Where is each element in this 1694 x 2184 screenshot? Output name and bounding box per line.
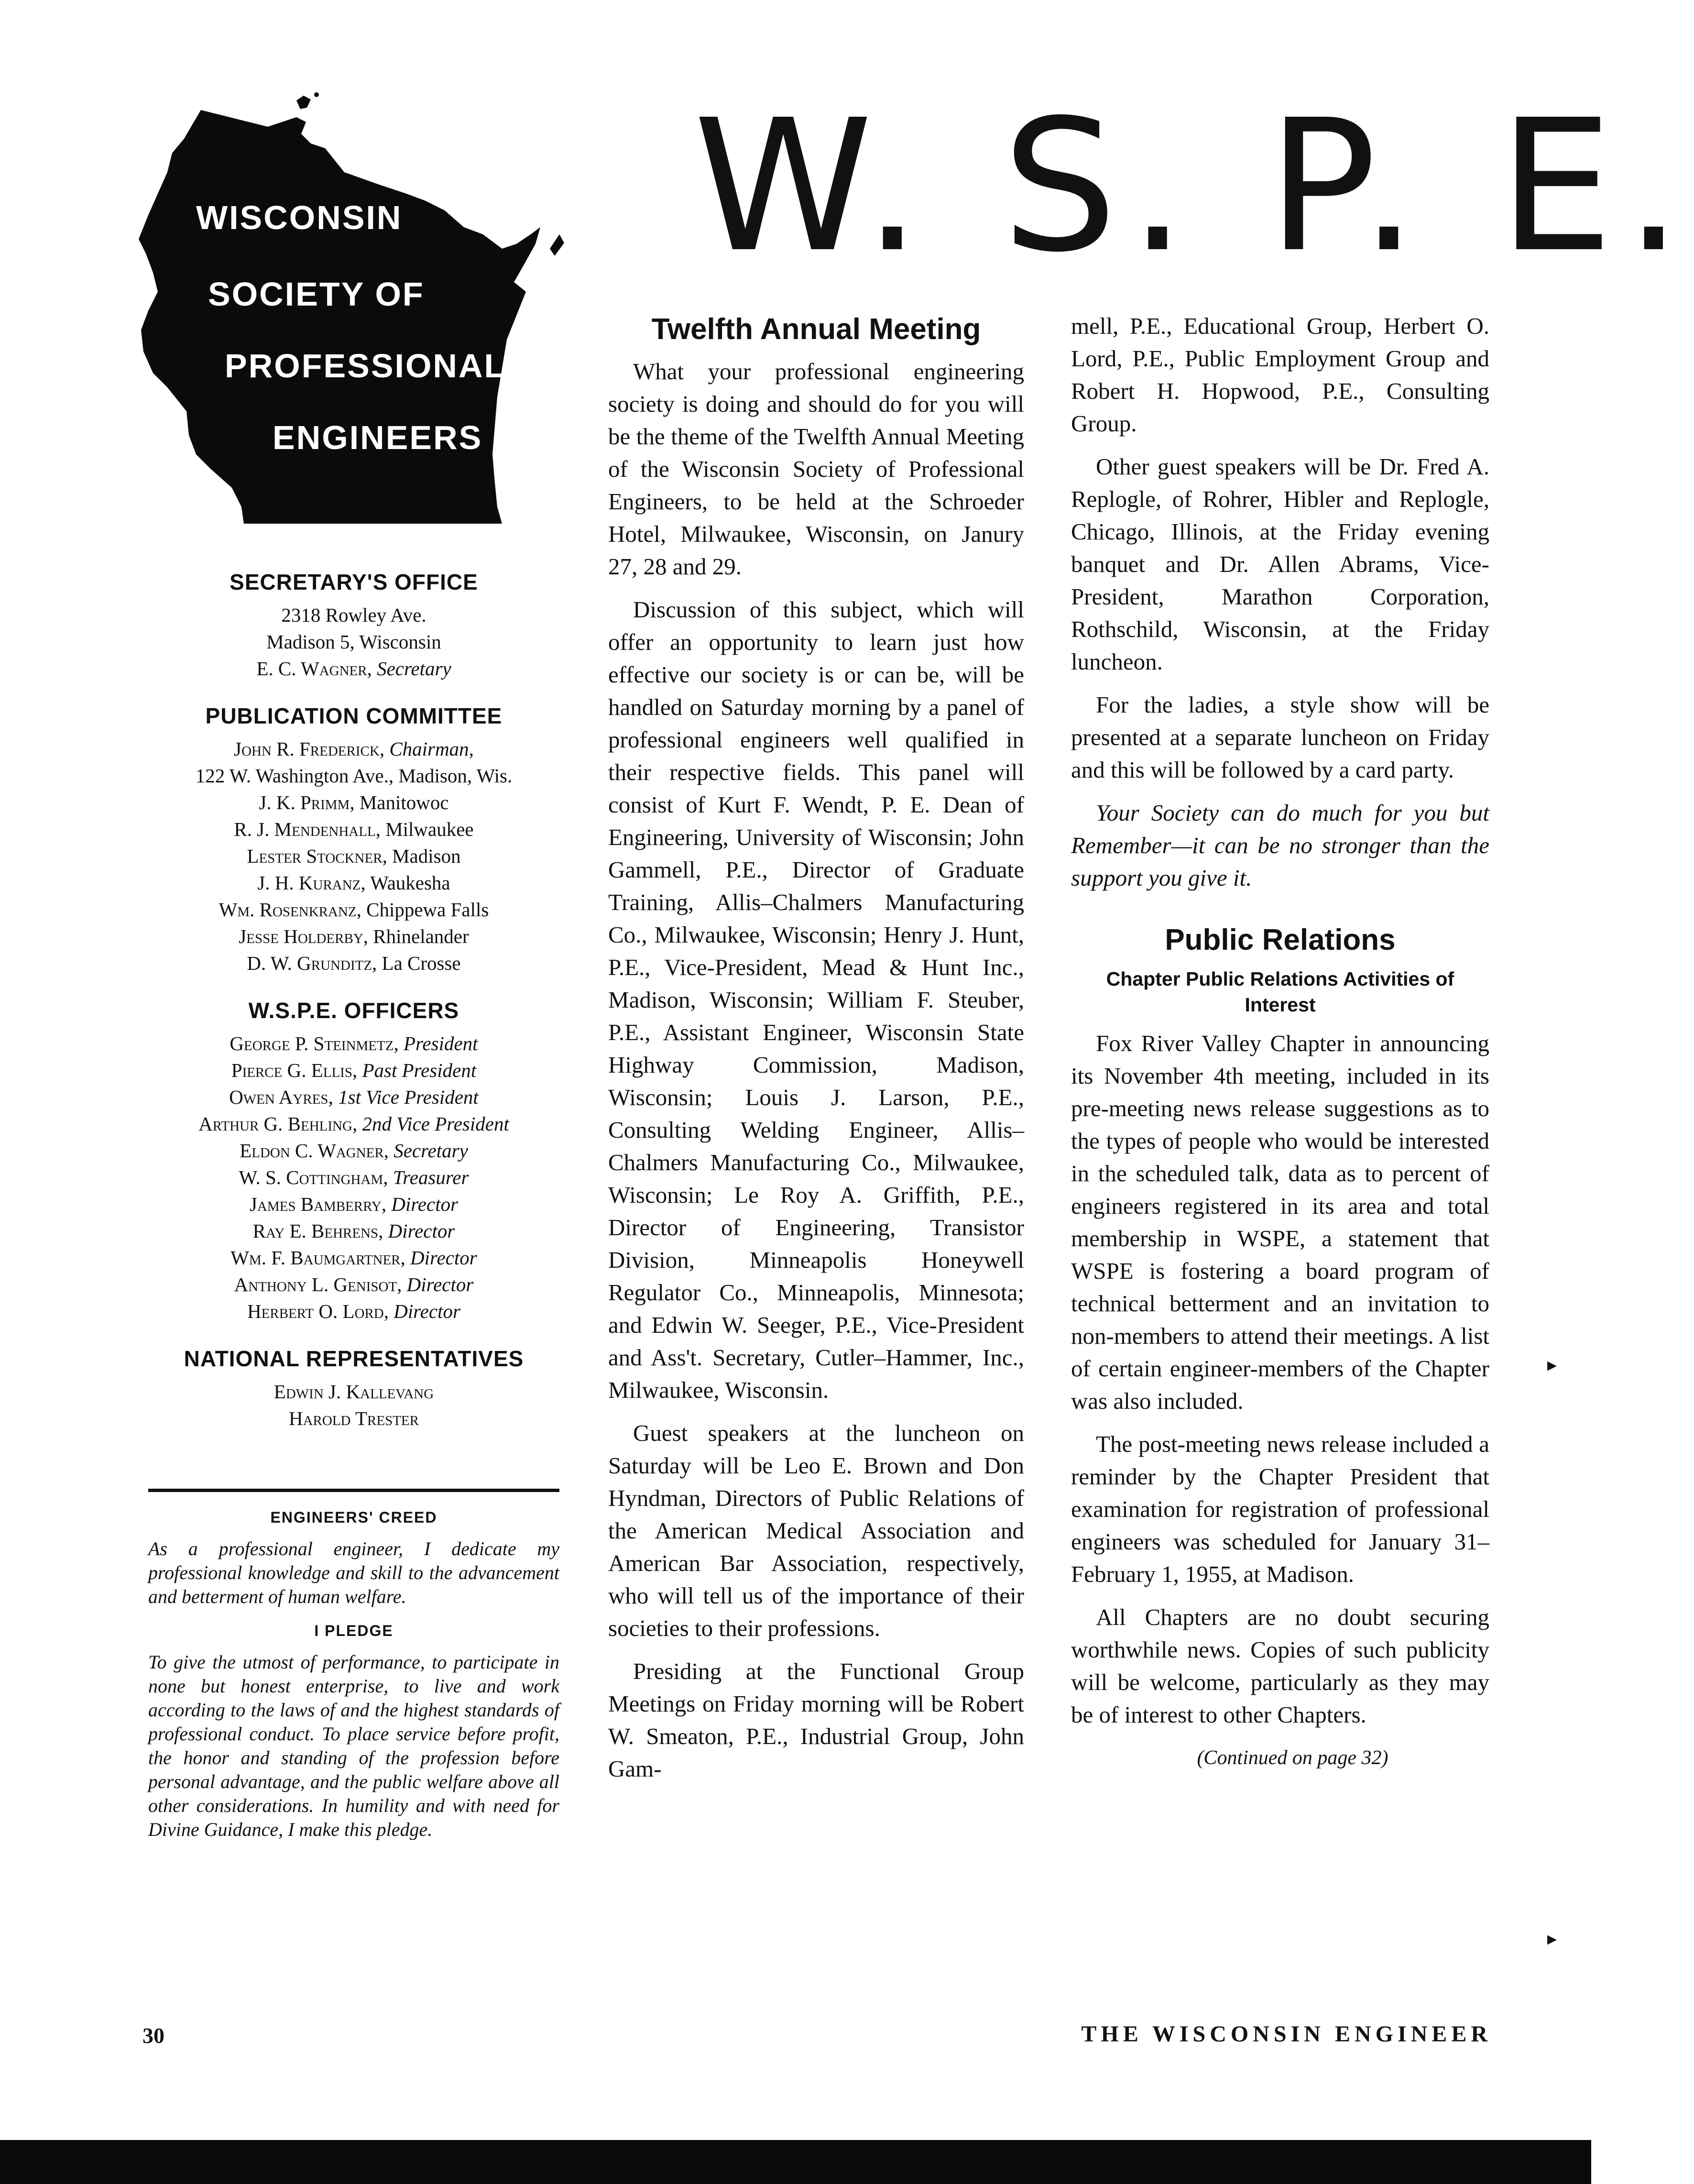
- committee-chair: John R. Frederick, Chairman,: [234, 738, 474, 760]
- officer-name: Herbert O. Lord: [247, 1300, 384, 1322]
- publication-committee: [143, 703, 564, 977]
- chair-name: John R. Frederick: [234, 738, 380, 760]
- officer-role: Treasurer: [393, 1166, 469, 1188]
- officer-name: W. S. Cottingham: [239, 1166, 383, 1188]
- article-paragraph: For the ladies, a style show will be presented at a separate luncheon on Friday and this will be followed by a card party.: [1071, 691, 1489, 783]
- publication-title: THE WISCONSIN ENGINEER: [1081, 2021, 1492, 2047]
- secretary-heading: SECRETARY'S OFFICE: [230, 570, 478, 594]
- continued-note: (Continued on page 32): [1197, 1747, 1388, 1769]
- chair-address: 122 W. Washington Ave., Madison, Wis.: [195, 765, 513, 787]
- officer-role: President: [403, 1032, 478, 1054]
- committee-member: [143, 816, 564, 843]
- creed-divider: [148, 1489, 559, 1492]
- member-place: , La Crosse: [372, 952, 461, 974]
- logo-line-3: PROFESSIONAL: [225, 347, 506, 384]
- member-name: J. H. Kuranz: [257, 872, 361, 894]
- officers: [143, 998, 564, 1325]
- pr-paragraph: Fox River Valley Chapter in announcing its November 4th meeting, included in its pre-meeting news release suggestions as to the types of people who would be interested in the scheduled talk, data as to percent of engineers registered in its area and total membership in WSPE, a statement that WSPE is fostering a board program of technical betterment and an invitation to non-members to attend their meetings. A list of certain engineer-members of the Chapter was also included.: [1071, 1030, 1489, 1414]
- pledge-text: To give the utmost of performance, to participate in none but honest enterprise, to live and work according to the laws of and the highest standards of professional conduct. To place service before profit, the honor and standing of the profession before personal advantage, and the public welfare above all other considerations. In humility and with need for Divine Guidance, I make this pledge.: [148, 1651, 559, 1840]
- pledge-heading: I PLEDGE: [314, 1622, 393, 1639]
- margin-mark: ▸: [1547, 1354, 1557, 1375]
- member-name: R. J. Mendenhall: [234, 818, 376, 840]
- officer-name: Pierce G. Ellis: [231, 1059, 352, 1081]
- page-number: 30: [142, 2023, 164, 2048]
- committee-member: [143, 789, 564, 816]
- member-place: , Rhinelander: [363, 925, 469, 947]
- margin-mark: ▸: [1547, 1928, 1557, 1949]
- committee-member: [143, 843, 564, 869]
- chair-role: Chairman,: [389, 738, 474, 760]
- officer-role: Director: [391, 1193, 459, 1215]
- officer-role: 2nd Vice President: [362, 1113, 509, 1135]
- officer: Herbert O. Lord, Director: [247, 1300, 460, 1322]
- sidebar: [143, 569, 564, 1453]
- committee-member: [143, 923, 564, 950]
- pr-paragraph: All Chapters are no doubt securing worthwhile news. Copies of such publicity will be welcome, particularly as they may be of interest to other Chapters.: [1071, 1604, 1489, 1728]
- creed-text: As a professional engineer, I dedicate my professional knowledge and skill to the advancement and betterment of human welfare.: [148, 1538, 559, 1607]
- officer: Eldon C. Wagner, Secretary: [240, 1140, 468, 1162]
- member-place: , Milwaukee: [375, 818, 474, 840]
- officer: Wm. F. Baumgartner, Director: [230, 1247, 477, 1269]
- article-title: Twelfth Annual Meeting: [651, 313, 981, 346]
- article-column-2: [1071, 310, 1489, 1785]
- officer-name: Owen Ayres: [229, 1086, 328, 1108]
- article-paragraph: What your professional engineering society is doing and should do for you will be the theme of the Twelfth Annual Meeting of the Wisconsin Society of Professional Engineers, to be held at the Schroeder Hotel, Milwaukee, Wisconsin, on Janury 27, 28 and 29.: [608, 358, 1024, 580]
- officer: Owen Ayres, 1st Vice President: [229, 1086, 479, 1108]
- officer-role: Director: [393, 1300, 460, 1322]
- member-name: Jesse Holderby: [239, 925, 363, 947]
- article-paragraph: Other guest speakers will be Dr. Fred A. Replogle, of Rohrer, Hibler and Replogle, Chicago, Illinois, at the Friday evening banquet and Dr. Allen Abrams, Vice-President, Marathon Corporation, Rothschild, Wisconsin, at the Friday luncheon.: [1071, 453, 1489, 675]
- member-place: , Madison: [382, 845, 461, 867]
- creed-heading: ENGINEERS' CREED: [270, 1509, 437, 1526]
- pr-paragraph: The post-meeting news release included a reminder by the Chapter President that examination for registration of professional engineers was scheduled for January 31–February 1, 1955, at Madison.: [1071, 1431, 1489, 1587]
- officer-name: Eldon C. Wagner: [240, 1140, 384, 1162]
- secretary-address-line: 2318 Rowley Ave.: [281, 604, 426, 626]
- article-closing: Your Society can do much for you but Remember—it can be no stronger than the support you give it.: [1071, 800, 1489, 891]
- committee-member: [143, 869, 564, 896]
- secretary-role: Secretary: [377, 658, 451, 680]
- article-column-1: [608, 313, 1024, 1796]
- officer: Anthony L. Genisot, Director: [234, 1273, 474, 1295]
- member-place: , Chippewa Falls: [356, 899, 489, 921]
- officer-role: Secretary: [393, 1140, 468, 1162]
- article-paragraph: Guest speakers at the luncheon on Saturday will be Leo E. Brown and Don Hyndman, Directors of Public Relations of the American Medical Association and American Bar Association, respectively, who will tell us of the importance of their societies to their professions.: [608, 1420, 1024, 1641]
- national-representatives: [143, 1346, 564, 1432]
- officer-name: Arthur G. Behling: [198, 1113, 352, 1135]
- representative-name: Edwin J. Kallevang: [273, 1381, 434, 1403]
- public-relations-subtitle: Chapter Public Relations Activities of Interest: [1106, 968, 1454, 1016]
- secretary-address-line: Madison 5, Wisconsin: [266, 631, 441, 653]
- representative-name: Harold Trester: [288, 1407, 419, 1429]
- officer-name: Wm. F. Baumgartner: [230, 1247, 401, 1269]
- article-paragraph: Presiding at the Functional Group Meetings on Friday morning will be Robert W. Smeaton, P.E., Industrial Group, John Gam-: [608, 1658, 1024, 1782]
- public-relations-title: Public Relations: [1165, 923, 1396, 956]
- officer: James Bamberry, Director: [249, 1193, 459, 1215]
- article-paragraph: mell, P.E., Educational Group, Herbert O. Lord, P.E., Public Employment Group and Robert H. Hopwood, P.E., Consulting Group.: [1071, 313, 1489, 437]
- article-paragraph: Discussion of this subject, which will offer an opportunity to learn just how effective our society is or can be, will be handled on Saturday morning by a panel of professional engineers well qualified in their respective fields. This panel will consist of Kurt F. Wendt, P. E. Dean of Engineering, University of Wisconsin; John Gammell, P.E., Director of Graduate Training, Allis–Chalmers Manufacturing Co., Milwaukee, Wisconsin; Henry J. Hunt, P.E., Vice-President, Mead & Hunt Inc., Madison, Wisconsin; William F. Steuber, P.E., Assistant Engineer, Wisconsin State Highway Commission, Madison, Wisconsin; Louis J. Larson, P.E., Consulting Welding Engineer, Allis–Chalmers Manufacturing Co., Milwaukee, Wisconsin; Le Roy A. Griffith, P.E., Director of Engineering, Transistor Division, Minneapolis Honeywell Regulator Co., Minneapolis, Minnesota; and Edwin W. Seeger, P.E., Vice-President and Ass't. Secretary, Cutler–Hammer, Inc., Milwaukee, Wisconsin.: [608, 596, 1024, 1403]
- logo-line-4: ENGINEERS: [273, 419, 483, 456]
- member-place: , Waukesha: [361, 872, 450, 894]
- officer-name: James Bamberry: [249, 1193, 382, 1215]
- committee-member: [143, 950, 564, 977]
- officer: Pierce G. Ellis, Past President: [231, 1059, 477, 1081]
- logo-line-1: WISCONSIN: [196, 199, 403, 236]
- officer-name: Ray E. Behrens: [252, 1220, 379, 1242]
- scan-edge-bar: [0, 2140, 1591, 2184]
- officer: W. S. Cottingham, Treasurer: [239, 1166, 469, 1188]
- member-name: D. W. Grunditz: [247, 952, 372, 974]
- secretary-name: E. C. Wagner: [256, 658, 367, 680]
- officer-role: Director: [406, 1273, 474, 1295]
- publication-heading: PUBLICATION COMMITTEE: [205, 703, 503, 728]
- officer-role: Director: [410, 1247, 477, 1269]
- member-name: Wm. Rosenkranz: [219, 899, 357, 921]
- officer: George P. Steinmetz, President: [230, 1032, 478, 1054]
- secretary-name-line: E. C. Wagner, Secretary: [256, 658, 451, 680]
- officer-name: George P. Steinmetz: [230, 1032, 394, 1054]
- engineers-creed: [148, 1509, 559, 1855]
- officers-heading: W.S.P.E. OFFICERS: [248, 998, 459, 1023]
- masthead-title: W. S. P. E.: [693, 80, 1694, 292]
- wisconsin-map-shape: [139, 91, 569, 540]
- national-heading: NATIONAL REPRESENTATIVES: [184, 1346, 524, 1371]
- member-place: , Manitowoc: [350, 791, 449, 813]
- member-name: J. K. Primm: [259, 791, 350, 813]
- officer-role: 1st Vice President: [338, 1086, 479, 1108]
- officer-role: Past President: [362, 1059, 477, 1081]
- secretary-office: [143, 569, 564, 682]
- committee-member: [143, 896, 564, 923]
- officer: Arthur G. Behling, 2nd Vice President: [198, 1113, 509, 1135]
- officer: Ray E. Behrens, Director: [252, 1220, 455, 1242]
- logo-line-2: SOCIETY OF: [208, 275, 425, 313]
- wisconsin-map-logo: [139, 91, 569, 540]
- member-name: Lester Stockner: [247, 845, 383, 867]
- officer-name: Anthony L. Genisot: [234, 1273, 397, 1295]
- officer-role: Director: [388, 1220, 455, 1242]
